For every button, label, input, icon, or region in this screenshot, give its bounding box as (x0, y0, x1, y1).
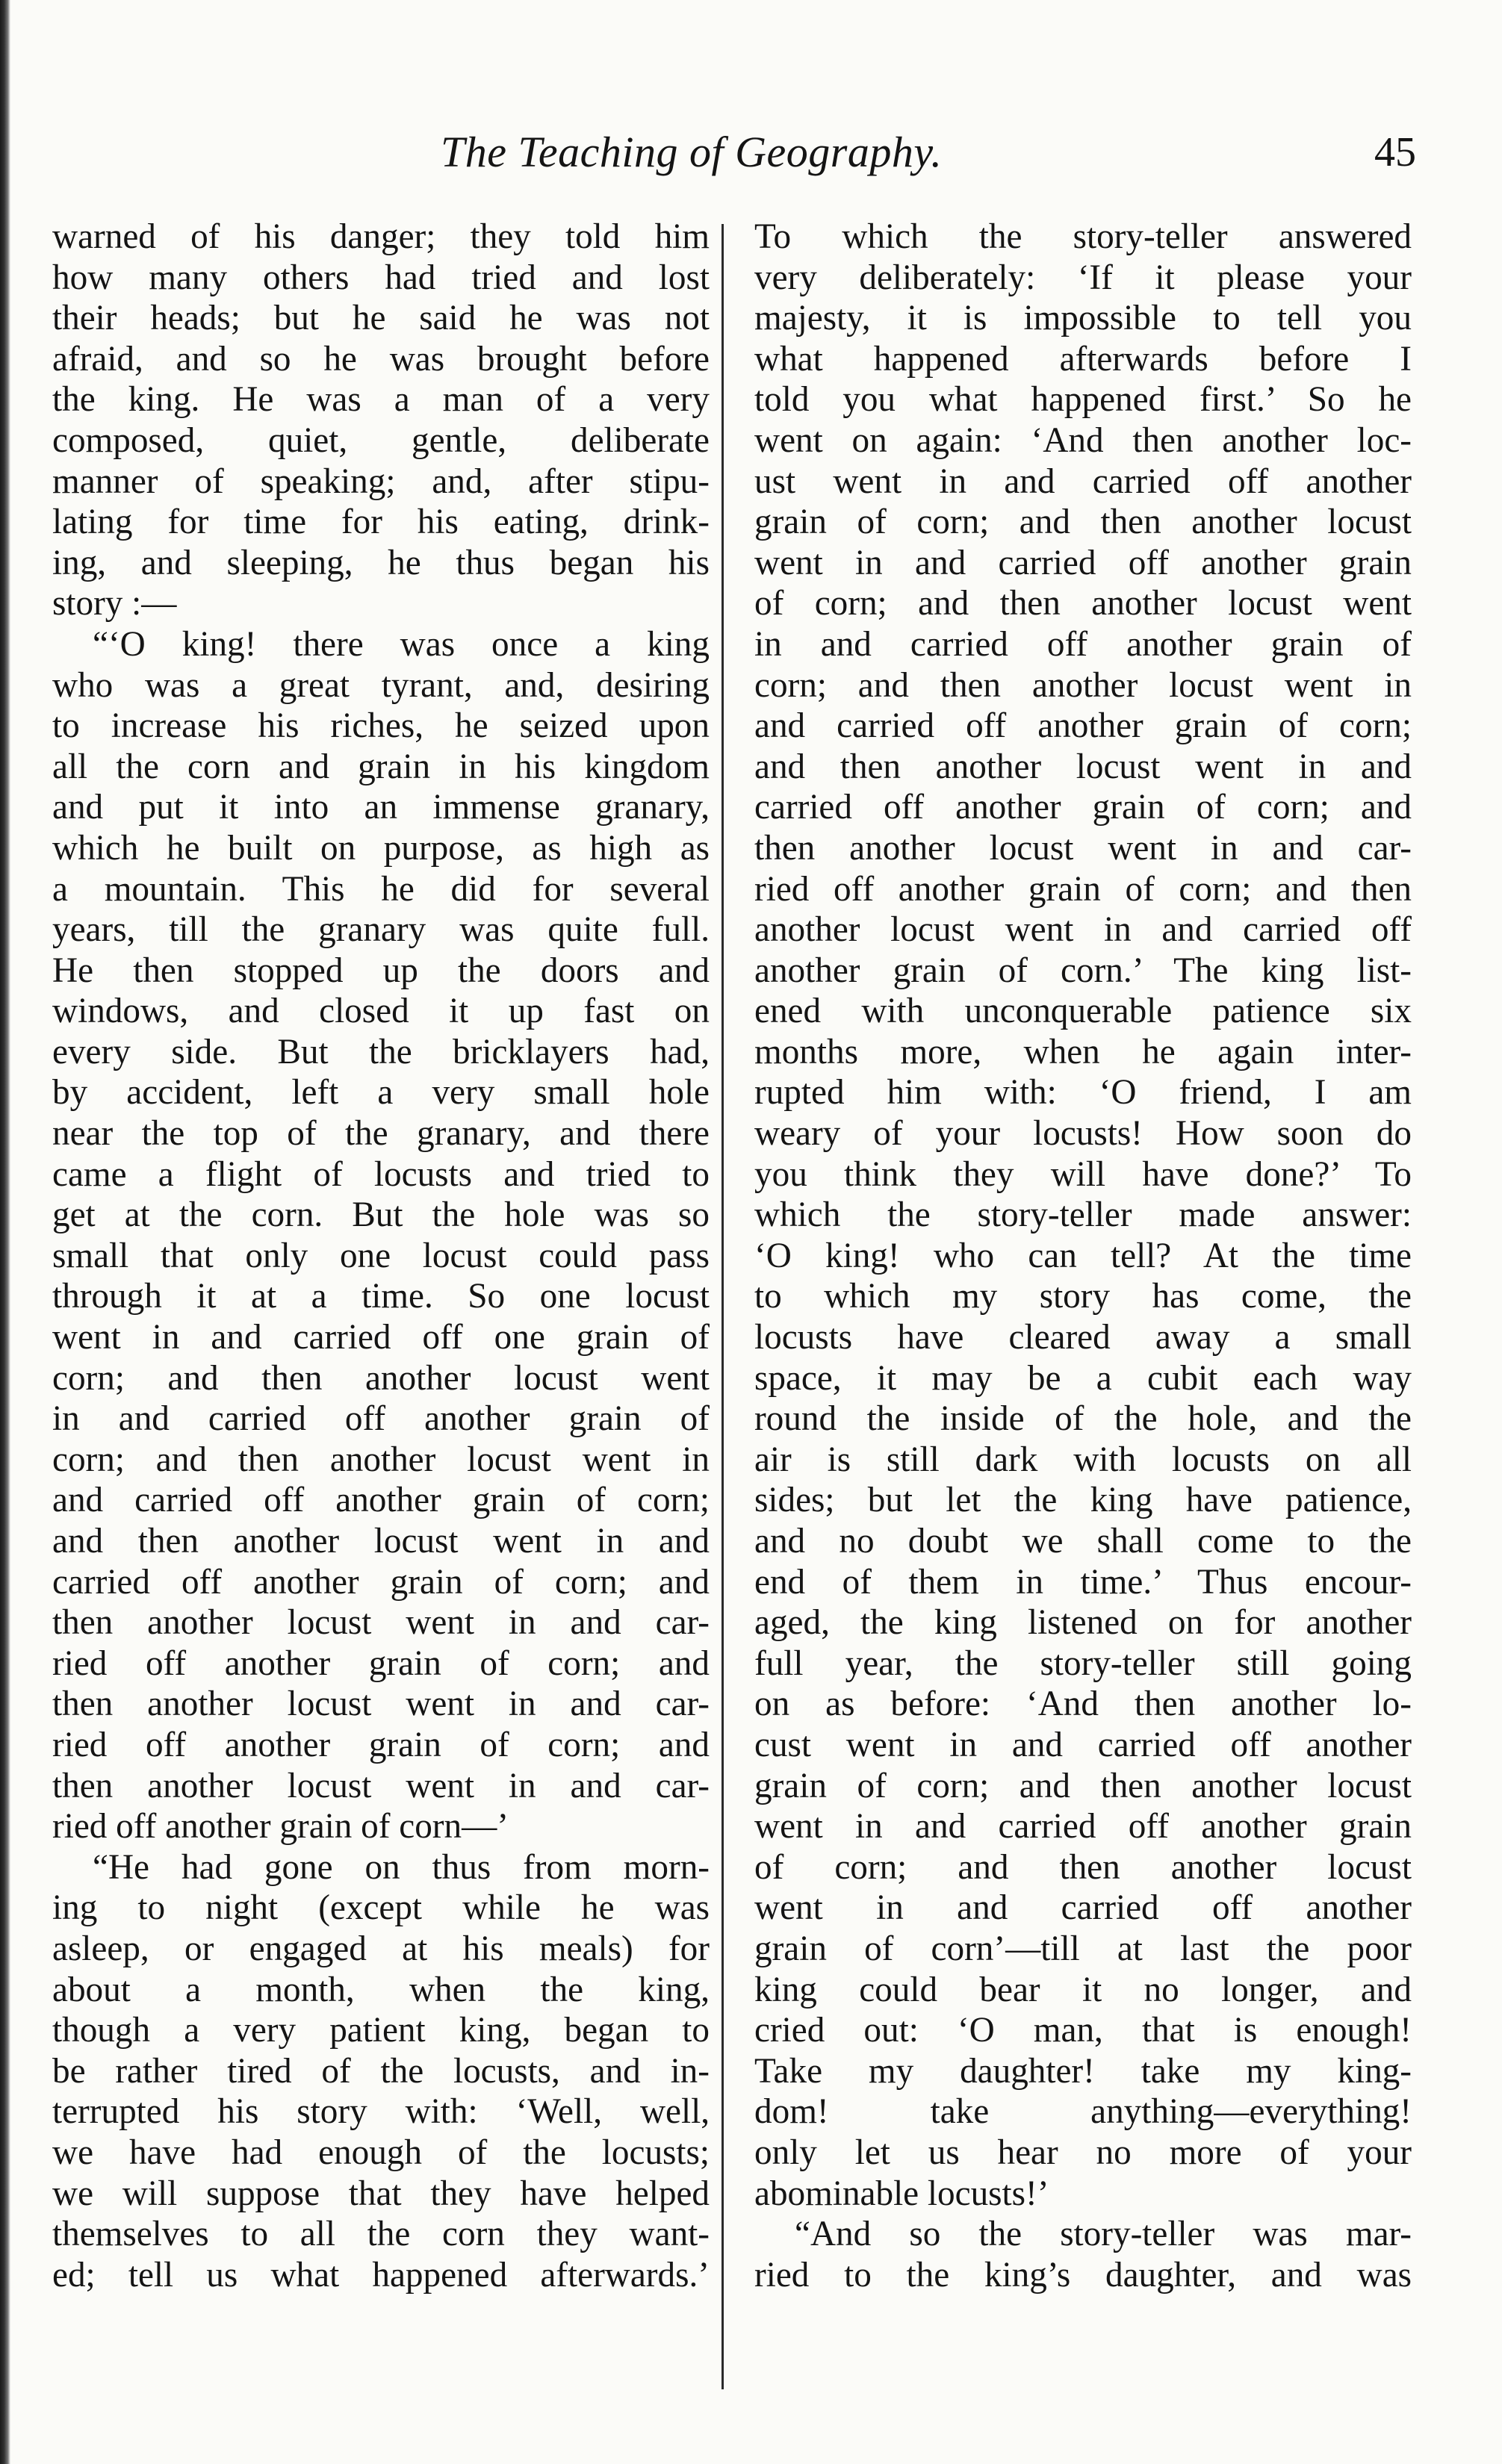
text-line: months more, when he again inter- (754, 1032, 1412, 1071)
text-line: warned of his danger; they told him (52, 217, 710, 256)
text-line: another grain of corn.’ The king list- (754, 951, 1412, 990)
text-line: get at the corn. But the hole was so (52, 1195, 710, 1235)
text-line: what happened afterwards before I (754, 339, 1412, 379)
text-line: went on again: ‘And then another loc- (754, 420, 1412, 460)
text-line: ing, and sleeping, he thus began his (52, 543, 710, 582)
text-line: corn; and then another locust went (52, 1358, 710, 1398)
text-line: who was a great tyrant, and, desiring (52, 665, 710, 705)
text-line: only let us hear no more of your (754, 2132, 1412, 2172)
text-line: and then another locust went in and (754, 747, 1412, 786)
text-line: then another locust went in and car- (52, 1684, 710, 1724)
text-line: aged, the king listened on for another (754, 1603, 1412, 1643)
text-line: and carried off another grain of corn; (754, 706, 1412, 746)
text-line: locusts have cleared away a small (754, 1318, 1412, 1357)
text-line: of corn; and then another locust went (754, 584, 1412, 623)
text-line: and then another locust went in and (52, 1522, 710, 1561)
text-line: sides; but let the king have patience, (754, 1481, 1412, 1520)
text-line: carried off another grain of corn; and (52, 1562, 710, 1602)
text-line: ‘O king! who can tell? At the time (754, 1236, 1412, 1275)
text-line: ust went in and carried off another (754, 461, 1412, 501)
text-line: which he built on purpose, as high as (52, 828, 710, 868)
text-line: on as before: ‘And then another lo- (754, 1684, 1412, 1724)
text-line: you think they will have done?’ To (754, 1154, 1412, 1194)
text-line: carried off another grain of corn; and (754, 788, 1412, 827)
text-line: and no doubt we shall come to the (754, 1522, 1412, 1561)
text-line: another locust went in and carried off (754, 910, 1412, 950)
text-line: then another locust went in and car- (52, 1603, 710, 1643)
text-line: told you what happened first.’ So he (754, 380, 1412, 420)
text-line: abominable locusts!’ (754, 2174, 1049, 2213)
text-line: ed; tell us what happened afterwards.’ (52, 2255, 710, 2295)
text-line: ried off another grain of corn; and then (754, 869, 1412, 909)
text-line: near the top of the granary, and there (52, 1114, 710, 1154)
text-line: to which my story has come, the (754, 1277, 1412, 1316)
text-line: “‘O king! there was once a king (93, 624, 710, 664)
text-line: went in and carried off one grain of (52, 1318, 710, 1357)
text-line: corn; and then another locust went in (754, 665, 1412, 705)
text-line: then another locust went in and car- (754, 828, 1412, 868)
text-line: “He had gone on thus from morn- (93, 1847, 710, 1887)
text-line: be rather tired of the locusts, and in- (52, 2051, 710, 2091)
text-line: weary of your locusts! How soon do (754, 1114, 1412, 1154)
text-line: through it at a time. So one locust (52, 1277, 710, 1316)
text-line: then another locust went in and car- (52, 1766, 710, 1805)
text-line: though a very patient king, began to (52, 2011, 710, 2050)
text-line: by accident, left a very small hole (52, 1073, 710, 1113)
text-line: their heads; but he said he was not (52, 299, 710, 338)
text-line: grain of corn; and then another locust (754, 1766, 1412, 1805)
text-line: cust went in and carried off another (754, 1725, 1412, 1764)
text-line: years, till the granary was quite full. (52, 910, 710, 950)
text-line: grain of corn’—till at last the poor (754, 1929, 1412, 1968)
page-number: 45 (1374, 129, 1416, 175)
text-line: cried out: ‘O man, that is enough! (754, 2011, 1412, 2050)
text-line: majesty, it is impossible to tell you (754, 299, 1412, 338)
left-column (52, 217, 710, 2427)
text-line: corn; and then another locust went in (52, 1440, 710, 1479)
text-line: “And so the story-teller was mar- (795, 2215, 1412, 2254)
text-line: how many others had tried and lost (52, 258, 710, 297)
text-line: ried off another grain of corn; and (52, 1725, 710, 1764)
text-line: round the inside of the hole, and the (754, 1399, 1412, 1439)
page-binding-edge (0, 0, 10, 2464)
text-line: He then stopped up the doors and (52, 951, 710, 990)
text-line: windows, and closed it up fast on (52, 992, 710, 1031)
text-line: of corn; and then another locust (754, 1847, 1412, 1887)
text-line: manner of speaking; and, after stipu- (52, 461, 710, 501)
text-line: To which the story-teller answered (754, 217, 1412, 256)
text-line: king could bear it no longer, and (754, 1970, 1412, 2009)
text-line: we have had enough of the locusts; (52, 2132, 710, 2172)
text-line: came a flight of locusts and tried to (52, 1154, 710, 1194)
text-line: themselves to all the corn they want- (52, 2215, 710, 2254)
text-line: dom! take anything—everything! (754, 2092, 1412, 2132)
text-line: terrupted his story with: ‘Well, well, (52, 2092, 710, 2132)
text-line: and carried off another grain of corn; (52, 1481, 710, 1520)
text-line: rupted him with: ‘O friend, I am (754, 1073, 1412, 1113)
text-line: a mountain. This he did for several (52, 869, 710, 909)
text-line: and put it into an immense granary, (52, 788, 710, 827)
text-line: all the corn and grain in his kingdom (52, 747, 710, 786)
text-line: full year, the story-teller still going (754, 1643, 1412, 1683)
text-line: end of them in time.’ Thus encour- (754, 1562, 1412, 1602)
text-line: to increase his riches, he seized upon (52, 706, 710, 746)
text-line: air is still dark with locusts on all (754, 1440, 1412, 1479)
text-line: in and carried off another grain of (754, 624, 1412, 664)
text-line: grain of corn; and then another locust (754, 503, 1412, 542)
text-line: ried off another grain of corn; and (52, 1643, 710, 1683)
text-line: the king. He was a man of a very (52, 380, 710, 420)
text-line: space, it may be a cubit each way (754, 1358, 1412, 1398)
text-line: Take my daughter! take my king- (754, 2051, 1412, 2091)
text-line: went in and carried off another (754, 1888, 1412, 1928)
text-line: ened with unconquerable patience six (754, 992, 1412, 1031)
text-line: about a month, when the king, (52, 1970, 710, 2009)
text-line: ried off another grain of corn—’ (52, 1807, 509, 1847)
text-line: small that only one locust could pass (52, 1236, 710, 1275)
text-line: which the story-teller made answer: (754, 1195, 1412, 1235)
text-line: went in and carried off another grain (754, 543, 1412, 582)
column-divider (721, 224, 724, 2389)
text-line: asleep, or engaged at his meals) for (52, 1929, 710, 1968)
running-head (0, 112, 1502, 179)
text-line: afraid, and so he was brought before (52, 339, 710, 379)
text-line: went in and carried off another grain (754, 1807, 1412, 1847)
text-line: every side. But the bricklayers had, (52, 1032, 710, 1071)
text-line: very deliberately: ‘If it please your (754, 258, 1412, 297)
text-line: in and carried off another grain of (52, 1399, 710, 1439)
text-line: ing to night (except while he was (52, 1888, 710, 1928)
text-line: ried to the king’s daughter, and was (754, 2255, 1412, 2295)
text-line: composed, quiet, gentle, deliberate (52, 420, 710, 460)
text-line: lating for time for his eating, drink- (52, 503, 710, 542)
right-column (754, 217, 1412, 2427)
text-line: story :— (52, 584, 177, 623)
text-line: we will suppose that they have helped (52, 2174, 710, 2213)
running-head-title: The Teaching of Geography. (441, 128, 943, 176)
